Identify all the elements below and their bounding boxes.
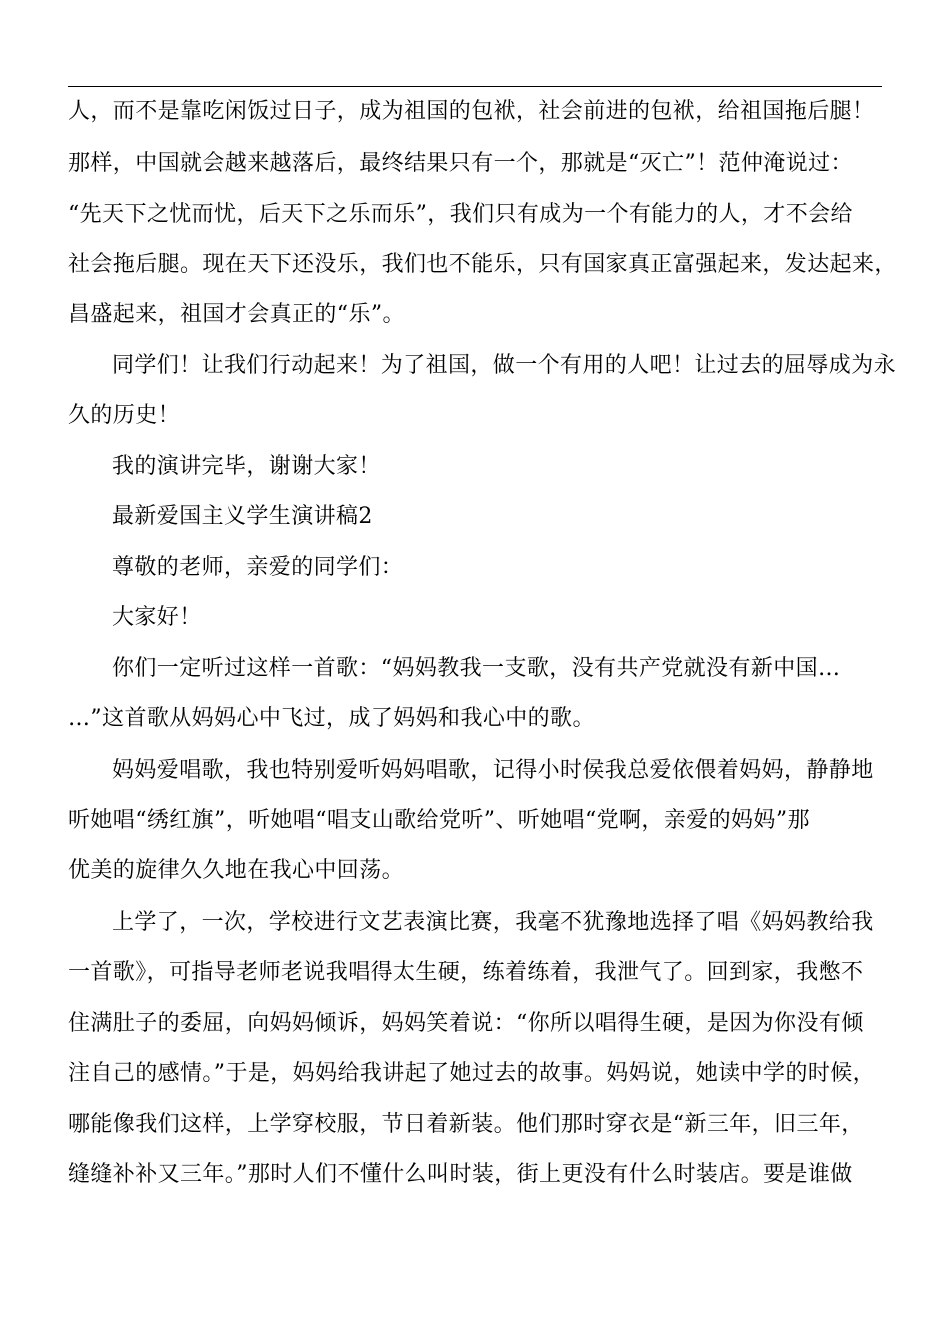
text-line: 久的历史！ (68, 403, 181, 428)
text-line: 优美的旋律久久地在我心中回荡。 (68, 858, 405, 883)
text-line: …”这首歌从妈妈心中飞过，成了妈妈和我心中的歌。 (68, 706, 595, 731)
text-line: 上学了，一次，学校进行文艺表演比赛，我毫不犹豫地选择了唱《妈妈教给我 (112, 910, 874, 935)
text-line: 昌盛起来，祖国才会真正的“乐”。 (68, 302, 405, 327)
text-line: 听她唱“绣红旗”，听她唱“唱支山歌给党听”、听她唱“党啊，亲爱的妈妈”那 (68, 808, 810, 833)
text-line: 我的演讲完毕，谢谢大家！ (112, 454, 381, 479)
text-line: “先天下之忧而忧，后天下之乐而乐”，我们只有成为一个有能力的人，才不会给 (68, 202, 853, 227)
text-line: 你们一定听过这样一首歌：“妈妈教我一支歌，没有共产党就没有新中国… (112, 656, 841, 681)
text-line: 大家好！ (112, 605, 202, 630)
text-line: 一首歌》，可指导老师老说我唱得太生硬，练着练着，我泄气了。回到家，我憋不 (68, 960, 864, 985)
text-line: 妈妈爱唱歌，我也特别爱听妈妈唱歌，记得小时侯我总爱依偎着妈妈，静静地 (112, 758, 874, 783)
text-line: 住满肚子的委屈，向妈妈倾诉，妈妈笑着说：“你所以唱得生硬，是因为你没有倾 (68, 1011, 864, 1036)
header-rule (68, 86, 882, 87)
text-line: 缝缝补补又三年。”那时人们不懂什么叫时装，街上更没有什么时装店。要是谁做 (68, 1162, 853, 1187)
text-line: 哪能像我们这样，上学穿校服，节日着新装。他们那时穿衣是“新三年，旧三年， (68, 1112, 864, 1137)
text-line: 社会拖后腿。现在天下还没乐，我们也不能乐，只有国家真正富强起来，发达起来， (68, 252, 897, 277)
section-title: 最新爱国主义学生演讲稿2 (112, 504, 373, 529)
text-line: 同学们！让我们行动起来！为了祖国，做一个有用的人吧！让过去的屈辱成为永 (112, 353, 897, 378)
text-line: 那样，中国就会越来越落后，最终结果只有一个，那就是“灭亡”！范仲淹说过： (68, 151, 853, 176)
text-line: 注自己的感情。”于是，妈妈给我讲起了她过去的故事。妈妈说，她读中学的时候， (68, 1061, 876, 1086)
text-line: 尊敬的老师，亲爱的同学们： (112, 555, 404, 580)
text-line: 人，而不是靠吃闲饭过日子，成为祖国的包袱，社会前进的包袱，给祖国拖后腿！ (68, 99, 875, 124)
